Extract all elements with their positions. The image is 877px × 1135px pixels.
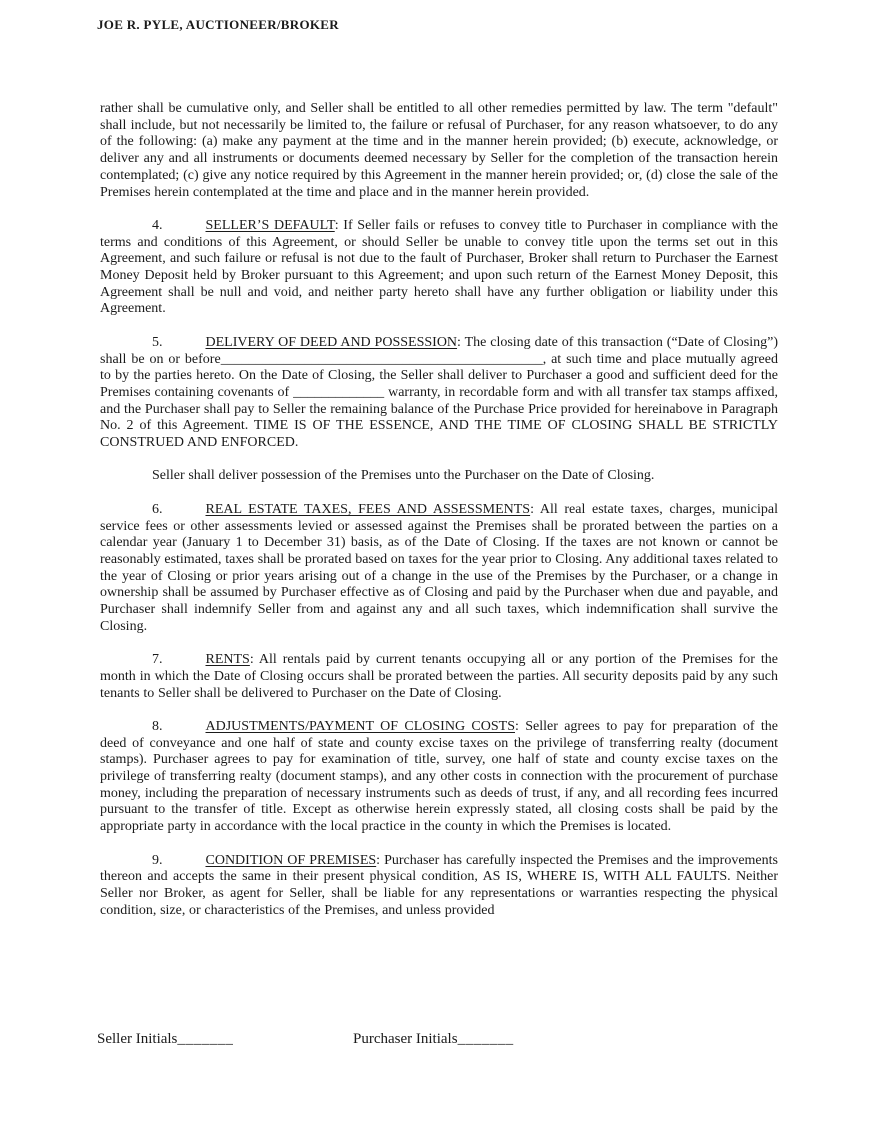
paragraph-9-condition-of-premises (100, 853, 778, 920)
paragraph-7-rents (100, 652, 778, 702)
paragraph-text: : Seller agrees to pay for preparation of the deed of conveyance and one half of state and county excise taxes on the privilege of transferring realty (document stamps). Purchaser agrees to pay for examination of title, survey, one half of state and county excise taxes on the privilege of transferring realty (document stamps), and any other costs in connection with the procurement of purchase money, including the preparation of necessary instruments such as deeds of trust, if any, and all recording fees incurred pursuant to the transfer of title. Except as otherwise herein expressly stated, all closing costs shall be paid by the appropriate party in accordance with the local practice in the county in which the Premises is located. (100, 718, 778, 835)
seller-initials (97, 1031, 233, 1048)
paragraph-continuation (100, 101, 778, 201)
broker-header-title: JOE R. PYLE, AUCTIONEER/BROKER (97, 17, 339, 32)
paragraph-text: Seller shall deliver possession of the Premises unto the Purchaser on the Date of Closing. (152, 468, 655, 484)
purchaser-initials-blank: _______ (457, 1031, 514, 1047)
paragraph-text: : The closing date of this transaction (“Date of Closing”) shall be on or before______________________________________________, at such time and place mutually agreed to by the parties hereto. On the Date of Closing, the Seller shall deliver to Purchaser a good and sufficient deed for the Premises containing covenants of _____________ warranty, in recordable form and with all transfer tax stamps affixed, and the Purchaser shall pay to Seller the remaining balance of the Purchase Price provided for hereinabove in Paragraph No. 2 of this Agreement. TIME IS OF THE ESSENCE, AND THE TIME OF CLOSING SHALL BE STRICTLY CONSTRUED AND ENFORCED. (100, 334, 778, 451)
seller-initials-label: Seller Initials (97, 1031, 178, 1047)
paragraph-text: : Purchaser has carefully inspected the Premises and the improvements thereon and accepts the same in their present physical condition, AS IS, WHERE IS, WITH ALL FAULTS. Neither Seller nor Broker, as agent for Seller, shall be liable for any representations or warranties respecting the physical condition, size, or characteristics of the Premises, and unless provided (100, 852, 778, 918)
paragraph-heading: REAL ESTATE TAXES, FEES AND ASSESSMENTS (205, 501, 531, 517)
paragraph-number: 9. (152, 852, 163, 868)
purchaser-initials-label: Purchaser Initials (353, 1031, 458, 1047)
paragraph-text: rather shall be cumulative only, and Seller shall be entitled to all other remedies permitted by law. The term "default" shall include, but not necessarily be limited to, the failure or refusal of Purchaser, for any reason whatsoever, to do any of the following: (a) make any payment at the time and in the manner herein provided; (b) execute, acknowledge, or deliver any and all instruments or documents deemed necessary by Seller for the completion of the transaction herein contemplated; (c) give any notice required by this Agreement in the manner herein provided; or, (d) close the sale of the Premises herein contemplated at the time and place and in the manner herein provided. (100, 101, 778, 200)
paragraph-5-delivery-of-deed (100, 335, 778, 452)
document-body (100, 101, 778, 936)
paragraph-number: 5. (152, 334, 163, 350)
initials-footer (97, 1031, 775, 1055)
purchaser-initials (353, 1031, 514, 1048)
paragraph-text: : If Seller fails or refuses to convey title to Purchaser in compliance with the terms and conditions of this Agreement, or should Seller be unable to convey title upon the terms set out in this Agreement, and such failure or refusal is not due to the fault of Purchaser, Broker shall return to Purchaser the Earnest Money Deposit held by Broker pursuant to this Agreement; and upon such return of the Earnest Money Deposit, this Agreement shall be null and void, and neither party hereto shall have any further obligation or liability under this Agreement. (100, 217, 779, 317)
paragraph-heading: ADJUSTMENTS/PAYMENT OF CLOSING COSTS (205, 718, 515, 734)
paragraph-possession (100, 468, 778, 485)
paragraph-4-sellers-default (100, 218, 778, 318)
paragraph-number: 7. (152, 652, 163, 668)
paragraph-6-real-estate-taxes (100, 502, 778, 636)
paragraph-heading: DELIVERY OF DEED AND POSSESSION (205, 334, 458, 350)
paragraph-number: 8. (152, 718, 163, 734)
paragraph-8-closing-costs (100, 719, 778, 836)
paragraph-text: : All rentals paid by current tenants occupying all or any portion of the Premises for the month in which the Date of Closing occurs shall be prorated between the parties. All security deposits paid by any such tenants to Seller shall be delivered to Purchaser on the Date of Closing. (100, 652, 778, 701)
paragraph-number: 6. (152, 501, 163, 517)
paragraph-text: : All real estate taxes, charges, municipal service fees or other assessments levied or assessed against the Premises shall be prorated between the parties on a calendar year (January 1 to December 31) basis, as of the Date of Closing. If the taxes are not known or cannot be reasonably estimated, taxes shall be prorated based on taxes for the year prior to Closing. Any additional taxes related to the year of Closing or prior years arising out of a change in the use of the Premises by the Purchaser, or a change in ownership shall be assumed by Purchaser effective as of Closing and paid by the Purchaser when due and payable, and Purchaser shall indemnify Seller from and against any and all such taxes, which indemnification shall survive the Closing. (100, 501, 778, 634)
paragraph-heading: CONDITION OF PREMISES (205, 852, 377, 868)
paragraph-heading: RENTS (205, 652, 250, 668)
paragraph-heading: SELLER’S DEFAULT (205, 217, 335, 233)
paragraph-number: 4. (152, 217, 163, 233)
seller-initials-blank: _______ (177, 1031, 234, 1047)
